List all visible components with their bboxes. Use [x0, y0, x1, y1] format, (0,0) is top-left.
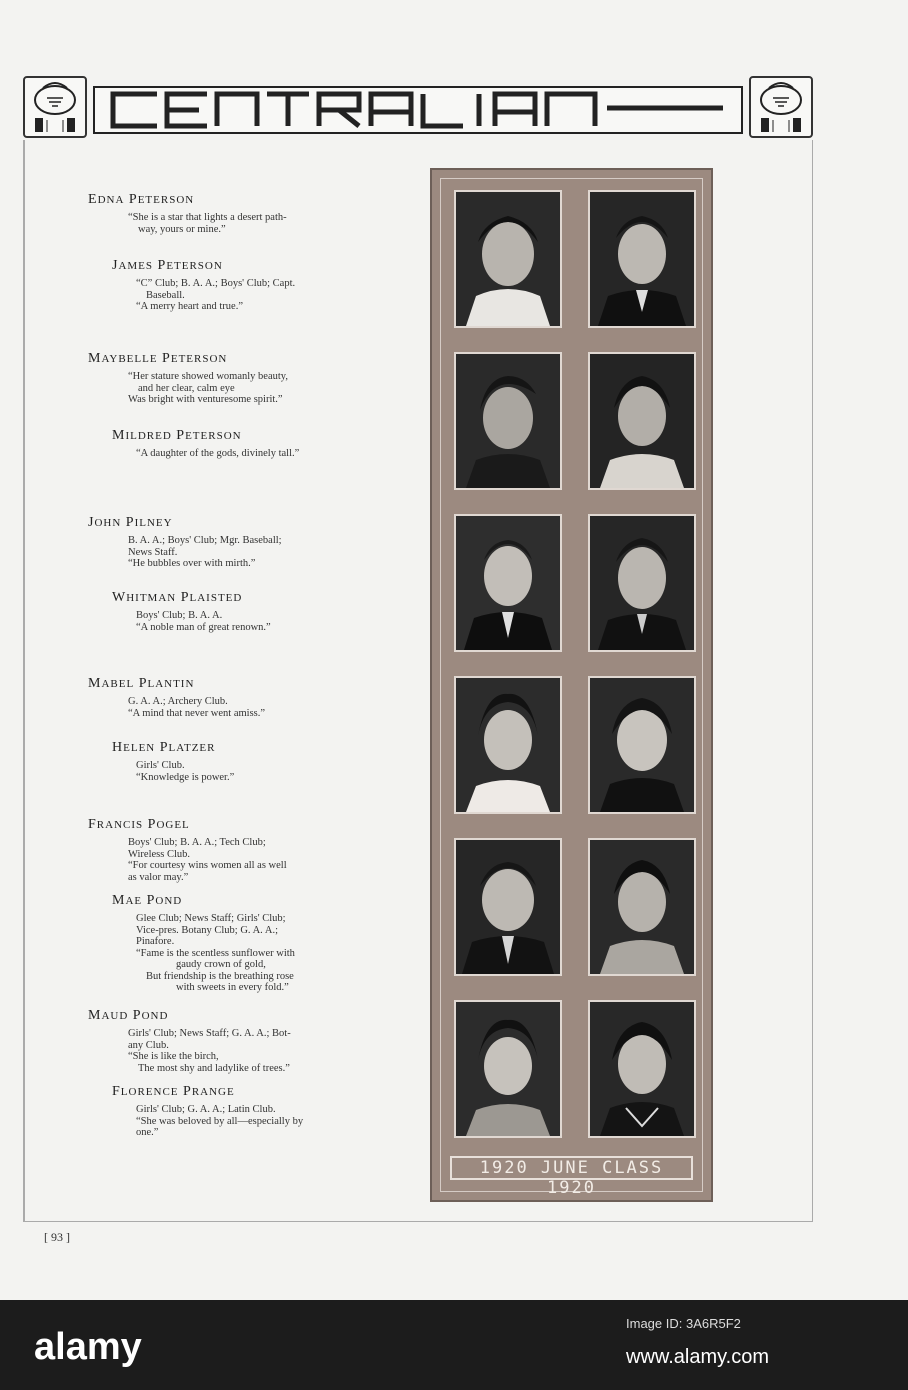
bottom-frame-line: [23, 1221, 813, 1222]
right-emblem-icon: [749, 76, 813, 138]
student-details: “Her stature showed womanly beauty, and her clear, calm eye Was bright with venturesome spirit.”: [128, 371, 288, 405]
student-details: Glee Club; News Staff; Girls' Club; Vice-pres. Botany Club; G. A. A.; Pinafore. “Fame is the scentless sunflower with gaudy crown of gold, But friendship is the breathing rose with sweets in every fold.”: [136, 913, 295, 993]
page-number: [ 93 ]: [44, 1230, 70, 1244]
student-name: MABEL PLANTIN: [88, 676, 195, 691]
entry-john-pilney: [88, 515, 398, 570]
entry-mildred-peterson: [112, 428, 422, 460]
student-name: MAE POND: [112, 893, 183, 908]
student-name: MAYBELLE PETERSON: [88, 351, 228, 366]
student-name: MAUD POND: [88, 1008, 169, 1023]
student-name: EDNA PETERSON: [88, 192, 195, 207]
entry-florence-prange: [112, 1084, 422, 1139]
title-box: [93, 86, 743, 134]
portrait-photo: [454, 838, 562, 976]
left-emblem-icon: [23, 76, 87, 138]
entry-edna-peterson: [88, 192, 398, 235]
student-details: G. A. A.; Archery Club. “A mind that never went amiss.”: [128, 696, 266, 719]
portrait-photo: [454, 1000, 562, 1138]
page-header: [23, 76, 813, 144]
class-banner: 1920 JUNE CLASS 1920: [450, 1156, 693, 1180]
student-name: WHITMAN PLAISTED: [112, 590, 243, 605]
portrait-photo: [588, 352, 696, 490]
watermark-bar: [0, 1300, 908, 1390]
left-frame-line: [23, 140, 25, 1222]
watermark-image-id: Image ID: 3A6R5F2: [626, 1316, 741, 1331]
title-lettering: [95, 88, 741, 132]
portrait-photo: [588, 514, 696, 652]
student-name: HELEN PLATZER: [112, 740, 216, 755]
student-name: FLORENCE PRANGE: [112, 1084, 235, 1099]
portrait-photo: [588, 676, 696, 814]
portrait-photo: [588, 1000, 696, 1138]
entry-mae-pond: [112, 893, 422, 994]
entry-mabel-plantin: [88, 676, 398, 719]
student-name: MILDRED PETERSON: [112, 428, 242, 443]
photo-panel: [430, 168, 713, 1202]
student-details: “She is a star that lights a desert path- way, yours or mine.”: [128, 212, 287, 235]
student-details: Boys' Club; B. A. A.; Tech Club; Wireless Club. “For courtesy wins women all as well as valor may.”: [128, 837, 287, 883]
entry-james-peterson: [112, 258, 422, 313]
entry-maybelle-peterson: [88, 351, 398, 406]
portrait-photo: [454, 676, 562, 814]
portrait-photo: [454, 514, 562, 652]
watermark-logo: alamy: [34, 1326, 142, 1368]
portrait-photo: [588, 190, 696, 328]
entry-francis-pogel: [88, 817, 398, 883]
student-name: JOHN PILNEY: [88, 515, 173, 530]
right-frame-line: [812, 140, 813, 1222]
entry-helen-platzer: [112, 740, 422, 783]
student-details: Girls' Club. “Knowledge is power.”: [136, 760, 235, 783]
student-name: JAMES PETERSON: [112, 258, 223, 273]
portrait-photo: [454, 352, 562, 490]
student-details: Boys' Club; B. A. A. “A noble man of great renown.”: [136, 610, 271, 633]
student-details: Girls' Club; G. A. A.; Latin Club. “She was beloved by all—especially by one.”: [136, 1104, 304, 1138]
entry-maud-pond: [88, 1008, 398, 1074]
student-details: “C” Club; B. A. A.; Boys' Club; Capt. Baseball. “A merry heart and true.”: [136, 278, 296, 312]
portrait-photo: [454, 190, 562, 328]
student-details: “A daughter of the gods, divinely tall.”: [136, 448, 300, 459]
entry-whitman-plaisted: [112, 590, 422, 633]
watermark-site: www.alamy.com: [626, 1346, 769, 1368]
student-details: B. A. A.; Boys' Club; Mgr. Baseball; News Staff. “He bubbles over with mirth.”: [128, 535, 282, 569]
portrait-photo: [588, 838, 696, 976]
student-details: Girls' Club; News Staff; G. A. A.; Bot- any Club. “She is like the birch, The most shy and ladylike of trees.”: [128, 1028, 291, 1074]
student-name: FRANCIS POGEL: [88, 817, 190, 832]
